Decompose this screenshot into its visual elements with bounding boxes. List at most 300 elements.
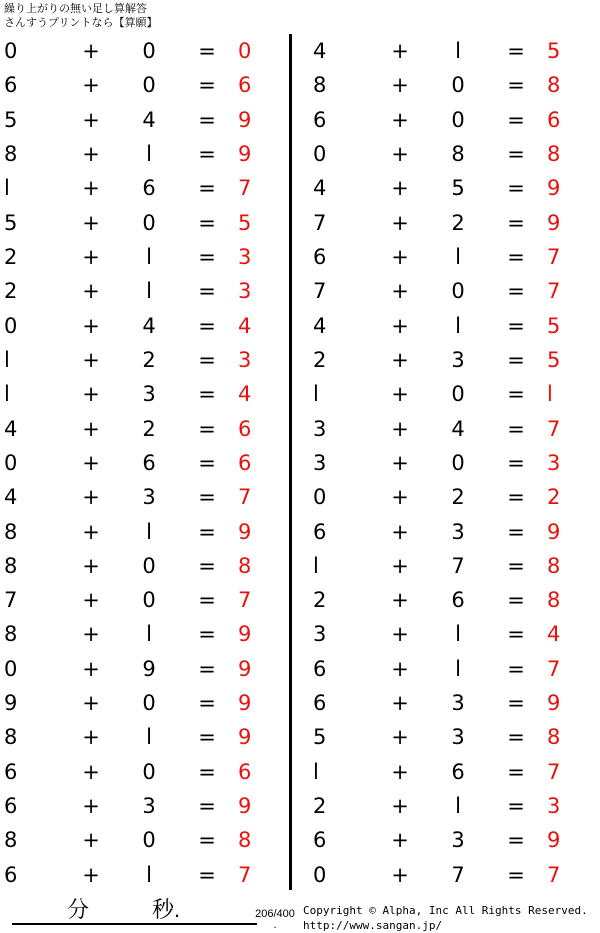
answer-value: 5 <box>238 210 252 235</box>
operand-a: 2 <box>313 794 327 819</box>
problem-row <box>309 309 598 343</box>
operand-b: 2 <box>451 210 465 235</box>
operand-a: 6 <box>313 245 327 270</box>
problem-row <box>309 343 598 377</box>
website-url: http://www.sangan.jp/ <box>303 919 443 932</box>
equals-operator: = <box>507 828 525 853</box>
problem-row <box>0 789 289 823</box>
operand-a: 6 <box>4 759 18 784</box>
page-number <box>253 909 297 931</box>
operand-b: 4 <box>142 107 156 132</box>
operand-a: 7 <box>313 210 327 235</box>
operand-a: 2 <box>313 347 327 372</box>
operand-b: 0 <box>451 107 465 132</box>
operand-b: l <box>455 313 461 338</box>
problem-row <box>0 583 289 617</box>
plus-operator: + <box>82 73 100 98</box>
operand-b: l <box>146 245 152 270</box>
page-number-sub: . <box>273 919 277 931</box>
operand-a: 6 <box>313 656 327 681</box>
operand-a: l <box>313 553 319 578</box>
answer-value: 4 <box>238 382 252 407</box>
operand-a: 3 <box>313 450 327 475</box>
operand-b: l <box>455 622 461 647</box>
answer-value: 9 <box>238 725 252 750</box>
operand-b: 0 <box>142 588 156 613</box>
operand-b: 0 <box>451 382 465 407</box>
operand-a: 6 <box>4 862 18 887</box>
equals-operator: = <box>198 553 216 578</box>
operand-a: 5 <box>4 210 18 235</box>
problem-row <box>309 68 598 102</box>
plus-operator: + <box>391 142 409 167</box>
operand-b: 3 <box>451 725 465 750</box>
plus-operator: + <box>82 39 100 64</box>
equals-operator: = <box>198 210 216 235</box>
page-footer <box>0 893 600 933</box>
plus-operator: + <box>82 210 100 235</box>
operand-a: 6 <box>313 107 327 132</box>
plus-operator: + <box>82 313 100 338</box>
plus-operator: + <box>391 210 409 235</box>
answer-value: 7 <box>547 279 561 304</box>
problem-row <box>0 103 289 137</box>
answer-value: 9 <box>238 519 252 544</box>
plus-operator: + <box>82 142 100 167</box>
operand-b: l <box>146 519 152 544</box>
equals-operator: = <box>198 725 216 750</box>
equals-operator: = <box>507 39 525 64</box>
equals-operator: = <box>507 862 525 887</box>
problem-row <box>309 858 598 892</box>
operand-a: 8 <box>313 73 327 98</box>
problem-row <box>309 137 598 171</box>
operand-a: 6 <box>313 828 327 853</box>
problem-row <box>309 549 598 583</box>
answer-value: 7 <box>547 759 561 784</box>
plus-operator: + <box>82 176 100 201</box>
equals-operator: = <box>198 485 216 510</box>
problem-row <box>0 343 289 377</box>
plus-operator: + <box>391 553 409 578</box>
plus-operator: + <box>391 347 409 372</box>
answer-value: 7 <box>547 416 561 441</box>
equals-operator: = <box>507 73 525 98</box>
problem-row <box>0 755 289 789</box>
problem-row <box>309 446 598 480</box>
plus-operator: + <box>391 450 409 475</box>
operand-a: 7 <box>4 588 18 613</box>
operand-a: 8 <box>4 622 18 647</box>
operand-a: 9 <box>4 691 18 716</box>
plus-operator: + <box>391 176 409 201</box>
problem-row <box>309 789 598 823</box>
answer-value: 9 <box>547 691 561 716</box>
operand-b: 6 <box>142 450 156 475</box>
copyright-line: Copyright © Alpha, Inc All Rights Reserved. <box>303 904 588 917</box>
operand-b: 2 <box>142 347 156 372</box>
answer-value: 6 <box>238 759 252 784</box>
equals-operator: = <box>507 450 525 475</box>
answer-value: 7 <box>238 176 252 201</box>
equals-operator: = <box>507 313 525 338</box>
operand-b: 0 <box>451 73 465 98</box>
operand-b: 3 <box>451 347 465 372</box>
operand-a: 0 <box>4 656 18 681</box>
answer-value: 3 <box>547 450 561 475</box>
operand-a: 0 <box>4 450 18 475</box>
plus-operator: + <box>391 622 409 647</box>
problem-row <box>0 858 289 892</box>
answer-value: 9 <box>238 107 252 132</box>
answer-value: 8 <box>547 142 561 167</box>
operand-b: 3 <box>451 519 465 544</box>
equals-operator: = <box>198 588 216 613</box>
plus-operator: + <box>391 862 409 887</box>
problem-row <box>0 309 289 343</box>
equals-operator: = <box>198 39 216 64</box>
problem-row <box>0 823 289 857</box>
worksheet <box>0 34 600 892</box>
plus-operator: + <box>391 416 409 441</box>
plus-operator: + <box>82 691 100 716</box>
header-title-line1: 繰り上がりの無い足し算解答 <box>4 3 147 15</box>
problem-row <box>0 480 289 514</box>
operand-b: l <box>455 245 461 270</box>
answer-value: 3 <box>547 794 561 819</box>
equals-operator: = <box>198 794 216 819</box>
answer-value: 6 <box>238 73 252 98</box>
operand-a: 8 <box>4 142 18 167</box>
equals-operator: = <box>198 828 216 853</box>
equals-operator: = <box>198 691 216 716</box>
operand-b: l <box>146 279 152 304</box>
plus-operator: + <box>82 828 100 853</box>
answer-value: 9 <box>547 210 561 235</box>
operand-b: 0 <box>142 553 156 578</box>
equals-operator: = <box>198 519 216 544</box>
problem-row <box>0 686 289 720</box>
plus-operator: + <box>82 656 100 681</box>
operand-b: 7 <box>451 553 465 578</box>
problem-row <box>0 34 289 68</box>
problem-column-right <box>301 34 598 892</box>
plus-operator: + <box>82 553 100 578</box>
operand-b: 3 <box>142 382 156 407</box>
operand-a: 8 <box>4 725 18 750</box>
plus-operator: + <box>82 245 100 270</box>
answer-value: 8 <box>547 553 561 578</box>
answer-value: 4 <box>238 313 252 338</box>
equals-operator: = <box>507 347 525 372</box>
equals-operator: = <box>507 622 525 647</box>
answer-value: 5 <box>547 39 561 64</box>
operand-b: 0 <box>142 210 156 235</box>
plus-operator: + <box>82 485 100 510</box>
equals-operator: = <box>198 142 216 167</box>
operand-b: 9 <box>142 656 156 681</box>
equals-operator: = <box>507 656 525 681</box>
operand-b: 7 <box>451 862 465 887</box>
answer-value: 0 <box>238 39 252 64</box>
plus-operator: + <box>391 828 409 853</box>
equals-operator: = <box>507 176 525 201</box>
equals-operator: = <box>198 416 216 441</box>
plus-operator: + <box>82 107 100 132</box>
operand-b: 0 <box>451 450 465 475</box>
answer-value: 5 <box>547 313 561 338</box>
problem-row <box>0 206 289 240</box>
operand-b: 0 <box>142 828 156 853</box>
equals-operator: = <box>198 107 216 132</box>
operand-b: 3 <box>451 828 465 853</box>
plus-operator: + <box>391 759 409 784</box>
operand-b: 0 <box>142 691 156 716</box>
operand-a: 3 <box>313 416 327 441</box>
problem-row <box>309 240 598 274</box>
answer-value: 7 <box>547 862 561 887</box>
plus-operator: + <box>82 382 100 407</box>
operand-b: 2 <box>142 416 156 441</box>
problem-row <box>309 274 598 308</box>
operand-b: 3 <box>451 691 465 716</box>
problem-row <box>309 514 598 548</box>
problem-row <box>0 68 289 102</box>
answer-value: 6 <box>547 107 561 132</box>
equals-operator: = <box>198 450 216 475</box>
problem-row <box>309 720 598 754</box>
answer-value: 9 <box>238 656 252 681</box>
operand-b: l <box>455 39 461 64</box>
operand-b: 6 <box>142 176 156 201</box>
copyright-block <box>303 903 588 933</box>
page-number-text: 206/400 <box>255 908 295 920</box>
problem-row <box>309 411 598 445</box>
operand-a: 4 <box>4 416 18 441</box>
problem-row <box>0 377 289 411</box>
answer-value: 7 <box>547 656 561 681</box>
equals-operator: = <box>198 759 216 784</box>
answer-value: 9 <box>238 691 252 716</box>
answer-value: 6 <box>238 416 252 441</box>
equals-operator: = <box>198 622 216 647</box>
plus-operator: + <box>391 73 409 98</box>
problem-row <box>309 583 598 617</box>
problem-row <box>309 480 598 514</box>
operand-b: 2 <box>451 485 465 510</box>
equals-operator: = <box>198 382 216 407</box>
equals-operator: = <box>198 279 216 304</box>
plus-operator: + <box>391 485 409 510</box>
plus-operator: + <box>391 279 409 304</box>
operand-a: 8 <box>4 519 18 544</box>
operand-a: 6 <box>313 691 327 716</box>
answer-value: 7 <box>238 862 252 887</box>
plus-operator: + <box>82 725 100 750</box>
operand-a: 4 <box>313 176 327 201</box>
operand-b: 0 <box>142 39 156 64</box>
minutes-label: 分 <box>67 897 90 922</box>
operand-a: l <box>313 382 319 407</box>
plus-operator: + <box>82 588 100 613</box>
problem-row <box>309 103 598 137</box>
problem-row <box>0 137 289 171</box>
answer-value: 9 <box>238 622 252 647</box>
answer-value: 5 <box>547 347 561 372</box>
plus-operator: + <box>82 519 100 544</box>
operand-b: l <box>146 725 152 750</box>
answer-value: 8 <box>547 588 561 613</box>
equals-operator: = <box>198 656 216 681</box>
plus-operator: + <box>391 725 409 750</box>
problem-row <box>0 240 289 274</box>
plus-operator: + <box>82 794 100 819</box>
plus-operator: + <box>82 450 100 475</box>
operand-a: 5 <box>313 725 327 750</box>
operand-a: l <box>4 382 10 407</box>
operand-b: l <box>146 622 152 647</box>
operand-b: l <box>146 862 152 887</box>
equals-operator: = <box>507 210 525 235</box>
operand-a: 5 <box>4 107 18 132</box>
operand-b: 4 <box>451 416 465 441</box>
answer-value: 3 <box>238 279 252 304</box>
equals-operator: = <box>507 725 525 750</box>
problem-row <box>0 652 289 686</box>
equals-operator: = <box>507 142 525 167</box>
equals-operator: = <box>198 862 216 887</box>
problem-row <box>309 617 598 651</box>
problem-row <box>0 446 289 480</box>
equals-operator: = <box>507 588 525 613</box>
plus-operator: + <box>82 759 100 784</box>
operand-b: 4 <box>142 313 156 338</box>
operand-b: l <box>455 656 461 681</box>
equals-operator: = <box>198 347 216 372</box>
plus-operator: + <box>82 622 100 647</box>
operand-a: 0 <box>313 142 327 167</box>
answer-value: 2 <box>547 485 561 510</box>
operand-a: 6 <box>313 519 327 544</box>
equals-operator: = <box>507 382 525 407</box>
plus-operator: + <box>391 107 409 132</box>
operand-a: 0 <box>4 39 18 64</box>
equals-operator: = <box>198 313 216 338</box>
equals-operator: = <box>507 794 525 819</box>
operand-a: 0 <box>313 485 327 510</box>
operand-a: l <box>4 347 10 372</box>
answer-value: 7 <box>547 245 561 270</box>
problem-row <box>309 686 598 720</box>
operand-a: 4 <box>313 39 327 64</box>
equals-operator: = <box>198 176 216 201</box>
operand-a: 2 <box>4 245 18 270</box>
header-title-line2: さんすうプリントなら【算願】 <box>4 17 158 29</box>
operand-b: 3 <box>142 485 156 510</box>
problem-column-left <box>0 34 289 892</box>
plus-operator: + <box>82 416 100 441</box>
plus-operator: + <box>391 588 409 613</box>
operand-a: 4 <box>313 313 327 338</box>
plus-operator: + <box>391 313 409 338</box>
problem-row <box>309 823 598 857</box>
answer-value: 8 <box>547 725 561 750</box>
problem-row <box>0 411 289 445</box>
answer-value: 9 <box>547 519 561 544</box>
plus-operator: + <box>391 656 409 681</box>
plus-operator: + <box>82 347 100 372</box>
operand-b: l <box>455 794 461 819</box>
operand-b: 6 <box>451 588 465 613</box>
equals-operator: = <box>507 759 525 784</box>
operand-a: 8 <box>4 553 18 578</box>
answer-value: 6 <box>238 450 252 475</box>
operand-a: 6 <box>4 73 18 98</box>
answer-value: 3 <box>238 245 252 270</box>
operand-a: 4 <box>4 485 18 510</box>
plus-operator: + <box>391 245 409 270</box>
answer-value: 8 <box>238 553 252 578</box>
answer-value: 7 <box>238 485 252 510</box>
answer-value: 4 <box>547 622 561 647</box>
operand-a: l <box>313 759 319 784</box>
operand-b: 5 <box>451 176 465 201</box>
operand-a: 2 <box>4 279 18 304</box>
equals-operator: = <box>507 107 525 132</box>
operand-a: l <box>4 176 10 201</box>
equals-operator: = <box>507 416 525 441</box>
answer-value: 9 <box>238 794 252 819</box>
operand-b: 3 <box>142 794 156 819</box>
equals-operator: = <box>507 519 525 544</box>
plus-operator: + <box>391 691 409 716</box>
plus-operator: + <box>391 794 409 819</box>
operand-b: 8 <box>451 142 465 167</box>
problem-row <box>0 171 289 205</box>
equals-operator: = <box>507 691 525 716</box>
operand-a: 8 <box>4 828 18 853</box>
operand-a: 6 <box>4 794 18 819</box>
equals-operator: = <box>198 245 216 270</box>
operand-a: 2 <box>313 588 327 613</box>
problem-row <box>0 549 289 583</box>
operand-a: 3 <box>313 622 327 647</box>
problem-row <box>0 720 289 754</box>
problem-row <box>0 617 289 651</box>
time-underline <box>12 923 257 925</box>
plus-operator: + <box>82 862 100 887</box>
equals-operator: = <box>507 485 525 510</box>
answer-value: 9 <box>238 142 252 167</box>
operand-b: 0 <box>451 279 465 304</box>
operand-a: 0 <box>4 313 18 338</box>
answer-value: 9 <box>547 176 561 201</box>
answer-value: 7 <box>238 588 252 613</box>
answer-value: l <box>547 382 553 407</box>
operand-b: 0 <box>142 759 156 784</box>
seconds-label: 秒. <box>152 897 181 922</box>
plus-operator: + <box>391 519 409 544</box>
page-header <box>4 2 158 30</box>
problem-row <box>309 755 598 789</box>
equals-operator: = <box>507 245 525 270</box>
operand-a: 0 <box>313 862 327 887</box>
problem-row <box>0 274 289 308</box>
plus-operator: + <box>391 382 409 407</box>
answer-value: 8 <box>238 828 252 853</box>
equals-operator: = <box>507 553 525 578</box>
problem-row <box>309 34 598 68</box>
